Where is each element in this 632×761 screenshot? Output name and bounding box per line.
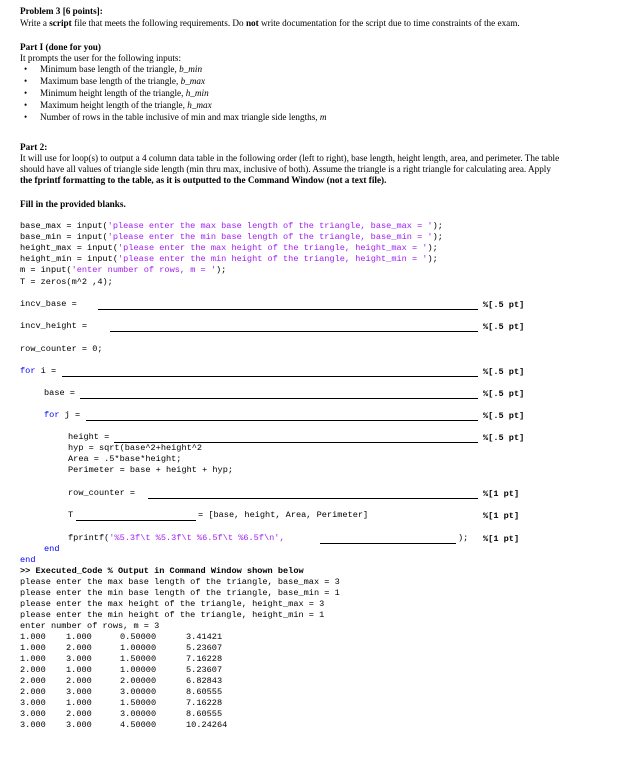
code-string: 'please enter the min base length of the triangle, base_min = ' xyxy=(107,232,433,242)
table-cell: 2.000 xyxy=(20,665,46,675)
fill-heading: Fill in the provided blanks. xyxy=(20,199,126,209)
bullet-text: Maximum base length of the triangle, xyxy=(40,76,181,86)
code-pre: base_min = input( xyxy=(20,232,108,242)
bullet-var: b_min xyxy=(179,64,203,74)
code-pre: height_max = input( xyxy=(20,243,118,253)
table-cell: 3.000 xyxy=(66,687,92,697)
intro-mid: file that meets the following requirements. Do xyxy=(71,18,246,28)
bullet-dot: • xyxy=(24,100,28,110)
table-cell: 1.000 xyxy=(20,632,46,642)
code-fprintf-end: ); xyxy=(458,533,469,543)
problem-title: Problem 3 [6 points]: xyxy=(20,6,103,16)
code-post: ); xyxy=(427,243,438,253)
code-row-counter-init: row_counter = 0; xyxy=(20,344,103,354)
output-header-comment: % Output in Command Window shown below xyxy=(107,566,304,576)
blank-for-i[interactable] xyxy=(62,376,478,377)
output-header xyxy=(20,566,304,576)
table-cell: 7.16228 xyxy=(186,654,223,664)
for-i-rest: i = xyxy=(35,366,57,376)
output-prompt-line: please enter the max height of the triangle, height_max = 3 xyxy=(20,599,325,609)
output-header-prefix: >> Executed_Code xyxy=(20,566,108,576)
bullet-item xyxy=(40,112,327,122)
table-cell: 1.000 xyxy=(66,698,92,708)
bullet-item xyxy=(40,76,205,86)
bullet-dot: • xyxy=(24,112,28,122)
bullet-text: Minimum height length of the triangle, xyxy=(40,88,186,98)
bullet-var: h_min xyxy=(185,88,209,98)
points-for-j: %[.5 pt] xyxy=(483,411,525,421)
code-incv-height: incv_height = xyxy=(20,321,88,331)
for-keyword: for xyxy=(20,366,36,376)
code-incv-base: incv_base = xyxy=(20,299,77,309)
table-cell: 3.000 xyxy=(66,654,92,664)
table-cell: 5.23607 xyxy=(186,665,223,675)
code-input-line xyxy=(20,221,443,231)
code-string: 'please enter the max base length of the triangle, base_max = ' xyxy=(107,221,433,231)
code-post: ); xyxy=(432,232,443,242)
table-cell: 2.000 xyxy=(66,676,92,686)
bullet-var: b_max xyxy=(180,76,206,86)
bullet-text: Maximum height length of the triangle, xyxy=(40,100,188,110)
blank-fprintf[interactable] xyxy=(320,543,456,544)
points-incv-height: %[.5 pt] xyxy=(483,322,525,332)
code-input-line xyxy=(20,254,438,264)
code-string: 'please enter the min height of the triangle, height_min = ' xyxy=(118,254,428,264)
blank-for-j[interactable] xyxy=(86,420,478,421)
bullet-var: m xyxy=(319,112,327,122)
code-post: ); xyxy=(215,265,227,275)
table-cell: 3.00000 xyxy=(120,709,157,719)
problem-intro xyxy=(20,18,520,28)
blank-incv-base[interactable] xyxy=(98,309,478,310)
intro-start: Write a xyxy=(20,18,50,28)
code-base: base = xyxy=(44,388,75,398)
code-perimeter: Perimeter = base + height + hyp; xyxy=(68,465,234,475)
table-cell: 6.82843 xyxy=(186,676,223,686)
output-prompt-line: please enter the max base length of the triangle, base_max = 3 xyxy=(20,577,340,587)
intro-bold-not: not xyxy=(245,18,259,28)
blank-row-counter[interactable] xyxy=(148,498,478,499)
table-cell: 1.50000 xyxy=(120,654,157,664)
output-prompt-line: please enter the min base length of the triangle, base_min = 1 xyxy=(20,588,340,598)
output-prompt-line: enter number of rows, m = 3 xyxy=(20,621,160,631)
table-cell: 1.000 xyxy=(66,665,92,675)
part2-line3: the fprintf formatting to the table, as it is outputted to the Command Window (not a text file). xyxy=(20,175,387,185)
table-cell: 3.000 xyxy=(20,709,46,719)
part2-heading: Part 2: xyxy=(20,142,48,152)
code-input-line xyxy=(20,243,438,253)
code-zeros-line: T = zeros(m^2 ,4); xyxy=(20,277,113,287)
code-input-line xyxy=(20,232,443,242)
bullet-text: Number of rows in the table inclusive of min and max triangle side lengths, xyxy=(40,112,320,122)
table-cell: 3.000 xyxy=(20,720,46,730)
code-area: Area = .5*base*height; xyxy=(68,454,182,464)
table-cell: 2.000 xyxy=(66,643,92,653)
table-cell: 1.50000 xyxy=(120,698,157,708)
code-t-assign: = [base, height, Area, Perimeter] xyxy=(198,510,369,520)
table-cell: 1.00000 xyxy=(120,665,157,675)
intro-end: write documentation for the script due to time constraints of the exam. xyxy=(258,18,520,28)
points-incv-base: %[.5 pt] xyxy=(483,300,525,310)
code-fprintf xyxy=(68,533,285,543)
table-cell: 3.000 xyxy=(66,720,92,730)
table-cell: 1.000 xyxy=(66,632,92,642)
table-cell: 2.000 xyxy=(20,687,46,697)
table-cell: 2.000 xyxy=(66,709,92,719)
for-j-rest: j = xyxy=(59,410,81,420)
code-row-counter: row_counter = xyxy=(68,488,136,498)
fprintf-format-string: '%5.3f\t %5.3f\t %6.5f\t %6.5f\n', xyxy=(109,533,285,543)
code-end-inner: end xyxy=(44,544,60,554)
part2-line2: should have all values of triangle side length (min thru max, inclusive of both). Assume the triangle is a right triangle for calculating area. Apply xyxy=(20,164,551,174)
points-fprintf: %[1 pt] xyxy=(483,534,520,544)
bullet-dot: • xyxy=(24,64,28,74)
points-base: %[.5 pt] xyxy=(483,389,525,399)
intro-bold-script: script xyxy=(49,18,72,28)
code-input-line xyxy=(20,265,226,275)
part1-intro: It prompts the user for the following inputs: xyxy=(20,53,182,63)
bullet-dot: • xyxy=(24,76,28,86)
points-row-counter: %[1 pt] xyxy=(483,489,520,499)
code-hyp: hyp = sqrt(base^2+height^2 xyxy=(68,443,203,453)
bullet-text: Minimum base length of the triangle, xyxy=(40,64,180,74)
output-prompt-line: please enter the min height of the triangle, height_min = 1 xyxy=(20,610,325,620)
table-cell: 3.41421 xyxy=(186,632,223,642)
code-pre: height_min = input( xyxy=(20,254,118,264)
bullet-item xyxy=(40,88,209,98)
bullet-dot: • xyxy=(24,88,28,98)
table-cell: 3.000 xyxy=(20,698,46,708)
table-cell: 1.000 xyxy=(20,643,46,653)
code-end-outer: end xyxy=(20,555,36,565)
table-cell: 2.000 xyxy=(20,676,46,686)
points-t: %[1 pt] xyxy=(483,511,520,521)
code-for-j xyxy=(44,410,80,420)
table-cell: 5.23607 xyxy=(186,643,223,653)
table-cell: 2.00000 xyxy=(120,676,157,686)
table-cell: 8.60555 xyxy=(186,687,223,697)
points-for-i: %[.5 pt] xyxy=(483,367,525,377)
table-cell: 8.60555 xyxy=(186,709,223,719)
code-pre: base_max = input( xyxy=(20,221,108,231)
bullet-item xyxy=(40,100,212,110)
code-pre: m = input( xyxy=(20,265,72,275)
bullet-item xyxy=(40,64,202,74)
code-post: ); xyxy=(427,254,438,264)
code-for-i xyxy=(20,366,56,376)
table-cell: 0.50000 xyxy=(120,632,157,642)
fprintf-pre: fprintf( xyxy=(68,533,110,543)
code-string: 'enter number of rows, m = ' xyxy=(71,265,216,275)
part2-line1: It will use for loop(s) to output a 4 column data table in the following order (left to right), base length, height length, area, and perimeter. The table xyxy=(20,153,560,163)
points-height: %[.5 pt] xyxy=(483,433,525,443)
table-cell: 1.000 xyxy=(20,654,46,664)
bullet-var: h_max xyxy=(187,100,212,110)
table-cell: 4.50000 xyxy=(120,720,157,730)
part1-heading: Part I (done for you) xyxy=(20,42,101,52)
for-keyword: for xyxy=(44,410,60,420)
blank-base[interactable] xyxy=(80,398,478,399)
blank-incv-height[interactable] xyxy=(110,331,478,332)
code-string: 'please enter the max height of the triangle, height_max = ' xyxy=(118,243,428,253)
blank-t-index[interactable] xyxy=(76,520,196,521)
code-t: T xyxy=(68,510,74,520)
code-height: height = xyxy=(68,432,110,442)
code-post: ); xyxy=(432,221,443,231)
table-cell: 7.16228 xyxy=(186,698,223,708)
table-cell: 1.00000 xyxy=(120,643,157,653)
table-cell: 10.24264 xyxy=(186,720,228,730)
table-cell: 3.00000 xyxy=(120,687,157,697)
